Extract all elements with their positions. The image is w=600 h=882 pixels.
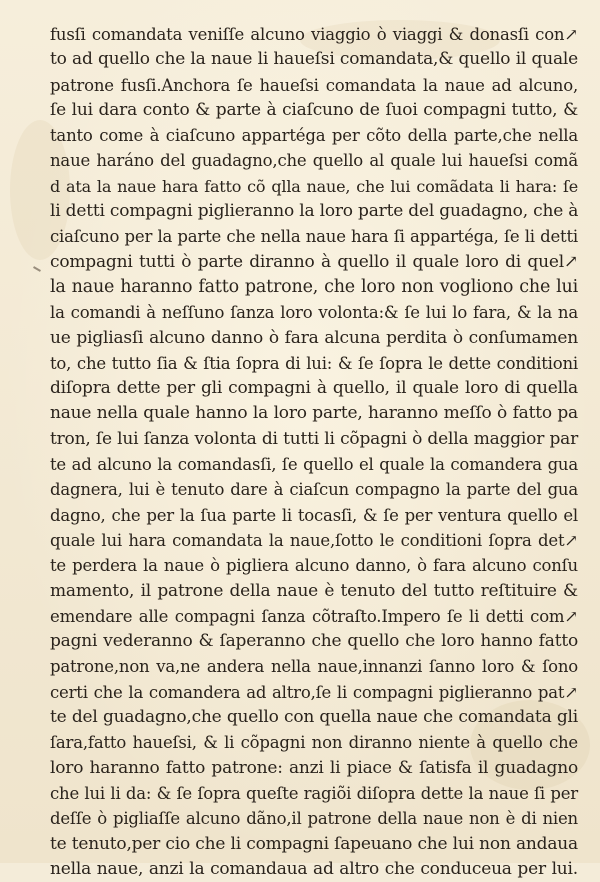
text-line: to ad quello che la naue li haueſsi comandata,& quello il quale [50, 49, 578, 70]
text-line: che lui li da: & ſe ſopra queſte ragiõi diſopra dette la naue ſi per [50, 783, 578, 803]
text-line: li detti compagni piglieranno la loro parte del guadagno, che à [50, 201, 579, 222]
text-line: la comandi à neſſuno ſanza loro volonta:& ſe lui lo fara, & la na [50, 303, 578, 323]
text-line: mamento, il patrone della naue è tenuto del tutto reſtituire & [50, 580, 578, 601]
text-line: dagno, che per la ſua parte li tocasſi, & ſe per ventura quello el [50, 505, 578, 525]
text-line: la naue haranno fatto patrone, che loro non vogliono che lui [50, 276, 578, 297]
text-line: ue pigliasſi alcuno danno ò fara alcuna perdita ò conſumamen [50, 327, 578, 348]
text-line: te ad alcuno la comandasſi, ſe quello el quale la comandera gua [50, 455, 578, 475]
text-line: dagnera, lui è tenuto dare à ciaſcun compagno la parte del gua [50, 480, 578, 500]
text-line: naue nella quale hanno la loro parte, haranno meſſo ò fatto pa [50, 403, 578, 424]
text-line: loro haranno fatto patrone: anzi li piace & ſatisfa il guadagno [50, 757, 578, 778]
text-line: tanto come à ciaſcuno appartéga per cõto della parte,che nella [50, 126, 578, 146]
text-line: ſara,fatto haueſsi, & li cõpagni non diranno niente à quello che [50, 733, 578, 753]
text-line: d ata la naue hara fatto cõ qlla naue, che lui comãdata li hara: ſe [50, 176, 578, 196]
text-line: ciaſcuno per la parte che nella naue hara ſi appartéga, ſe li detti [50, 227, 578, 247]
text-line: ſe lui dara conto & parte à ciaſcuno de ſuoi compagni tutto, & [50, 99, 578, 120]
text-line: patrone,non va,ne andera nella naue,innanzi ſanno loro & ſono [50, 657, 578, 677]
text-line: certi che la comandera ad altro,ſe li compagni piglieranno pat↗ [50, 682, 578, 702]
text-line: fusſi comandata veniſſe alcuno viaggio ò viaggi & donasſi con↗ [50, 25, 578, 44]
text-line: to, che tutto ſia & ſtia ſopra di lui: & ſe ſopra le dette conditioni [50, 353, 578, 373]
text-line: tron, ſe lui ſanza volonta di tutti li cõpagni ò della maggior par [50, 428, 578, 449]
text-line: naue haráno del guadagno,che quello al quale lui haueſsi comã [50, 151, 578, 171]
text-line: diſopra dette per gli compagni à quello, il quale loro di quella [50, 378, 578, 399]
text-line: emendare alle compagni ſanza cõtraſto.Impero ſe li detti com↗ [50, 606, 578, 626]
margin-mark [33, 266, 41, 272]
text-line: pagni vederanno & ſaperanno che quello che loro hanno fatto [50, 631, 578, 652]
text-line: te tenuto,per cio che li compagni ſapeuano che lui non andaua [50, 833, 578, 854]
text-line: quale lui hara comandata la naue,ſotto le conditioni ſopra det↗ [50, 530, 578, 550]
text-line: compagni tutti ò parte diranno à quello il quale loro di quel↗ [50, 251, 578, 272]
text-line: patrone fusſi.Anchora ſe haueſsi comandata la naue ad alcuno, [50, 75, 578, 95]
text-line: te del guadagno,che quello con quella naue che comandata gli [50, 707, 578, 728]
text-line: te perdera la naue ò pigliera alcuno danno, ò fara alcuno conſu [50, 556, 578, 576]
text-block [50, 22, 578, 882]
text-line: deſſe ò pigliaſſe alcuno dãno,il patrone della naue non è di nien [50, 809, 578, 829]
text-line: nella naue, anzi la comandaua ad altro che conduceua per lui. [50, 858, 578, 879]
